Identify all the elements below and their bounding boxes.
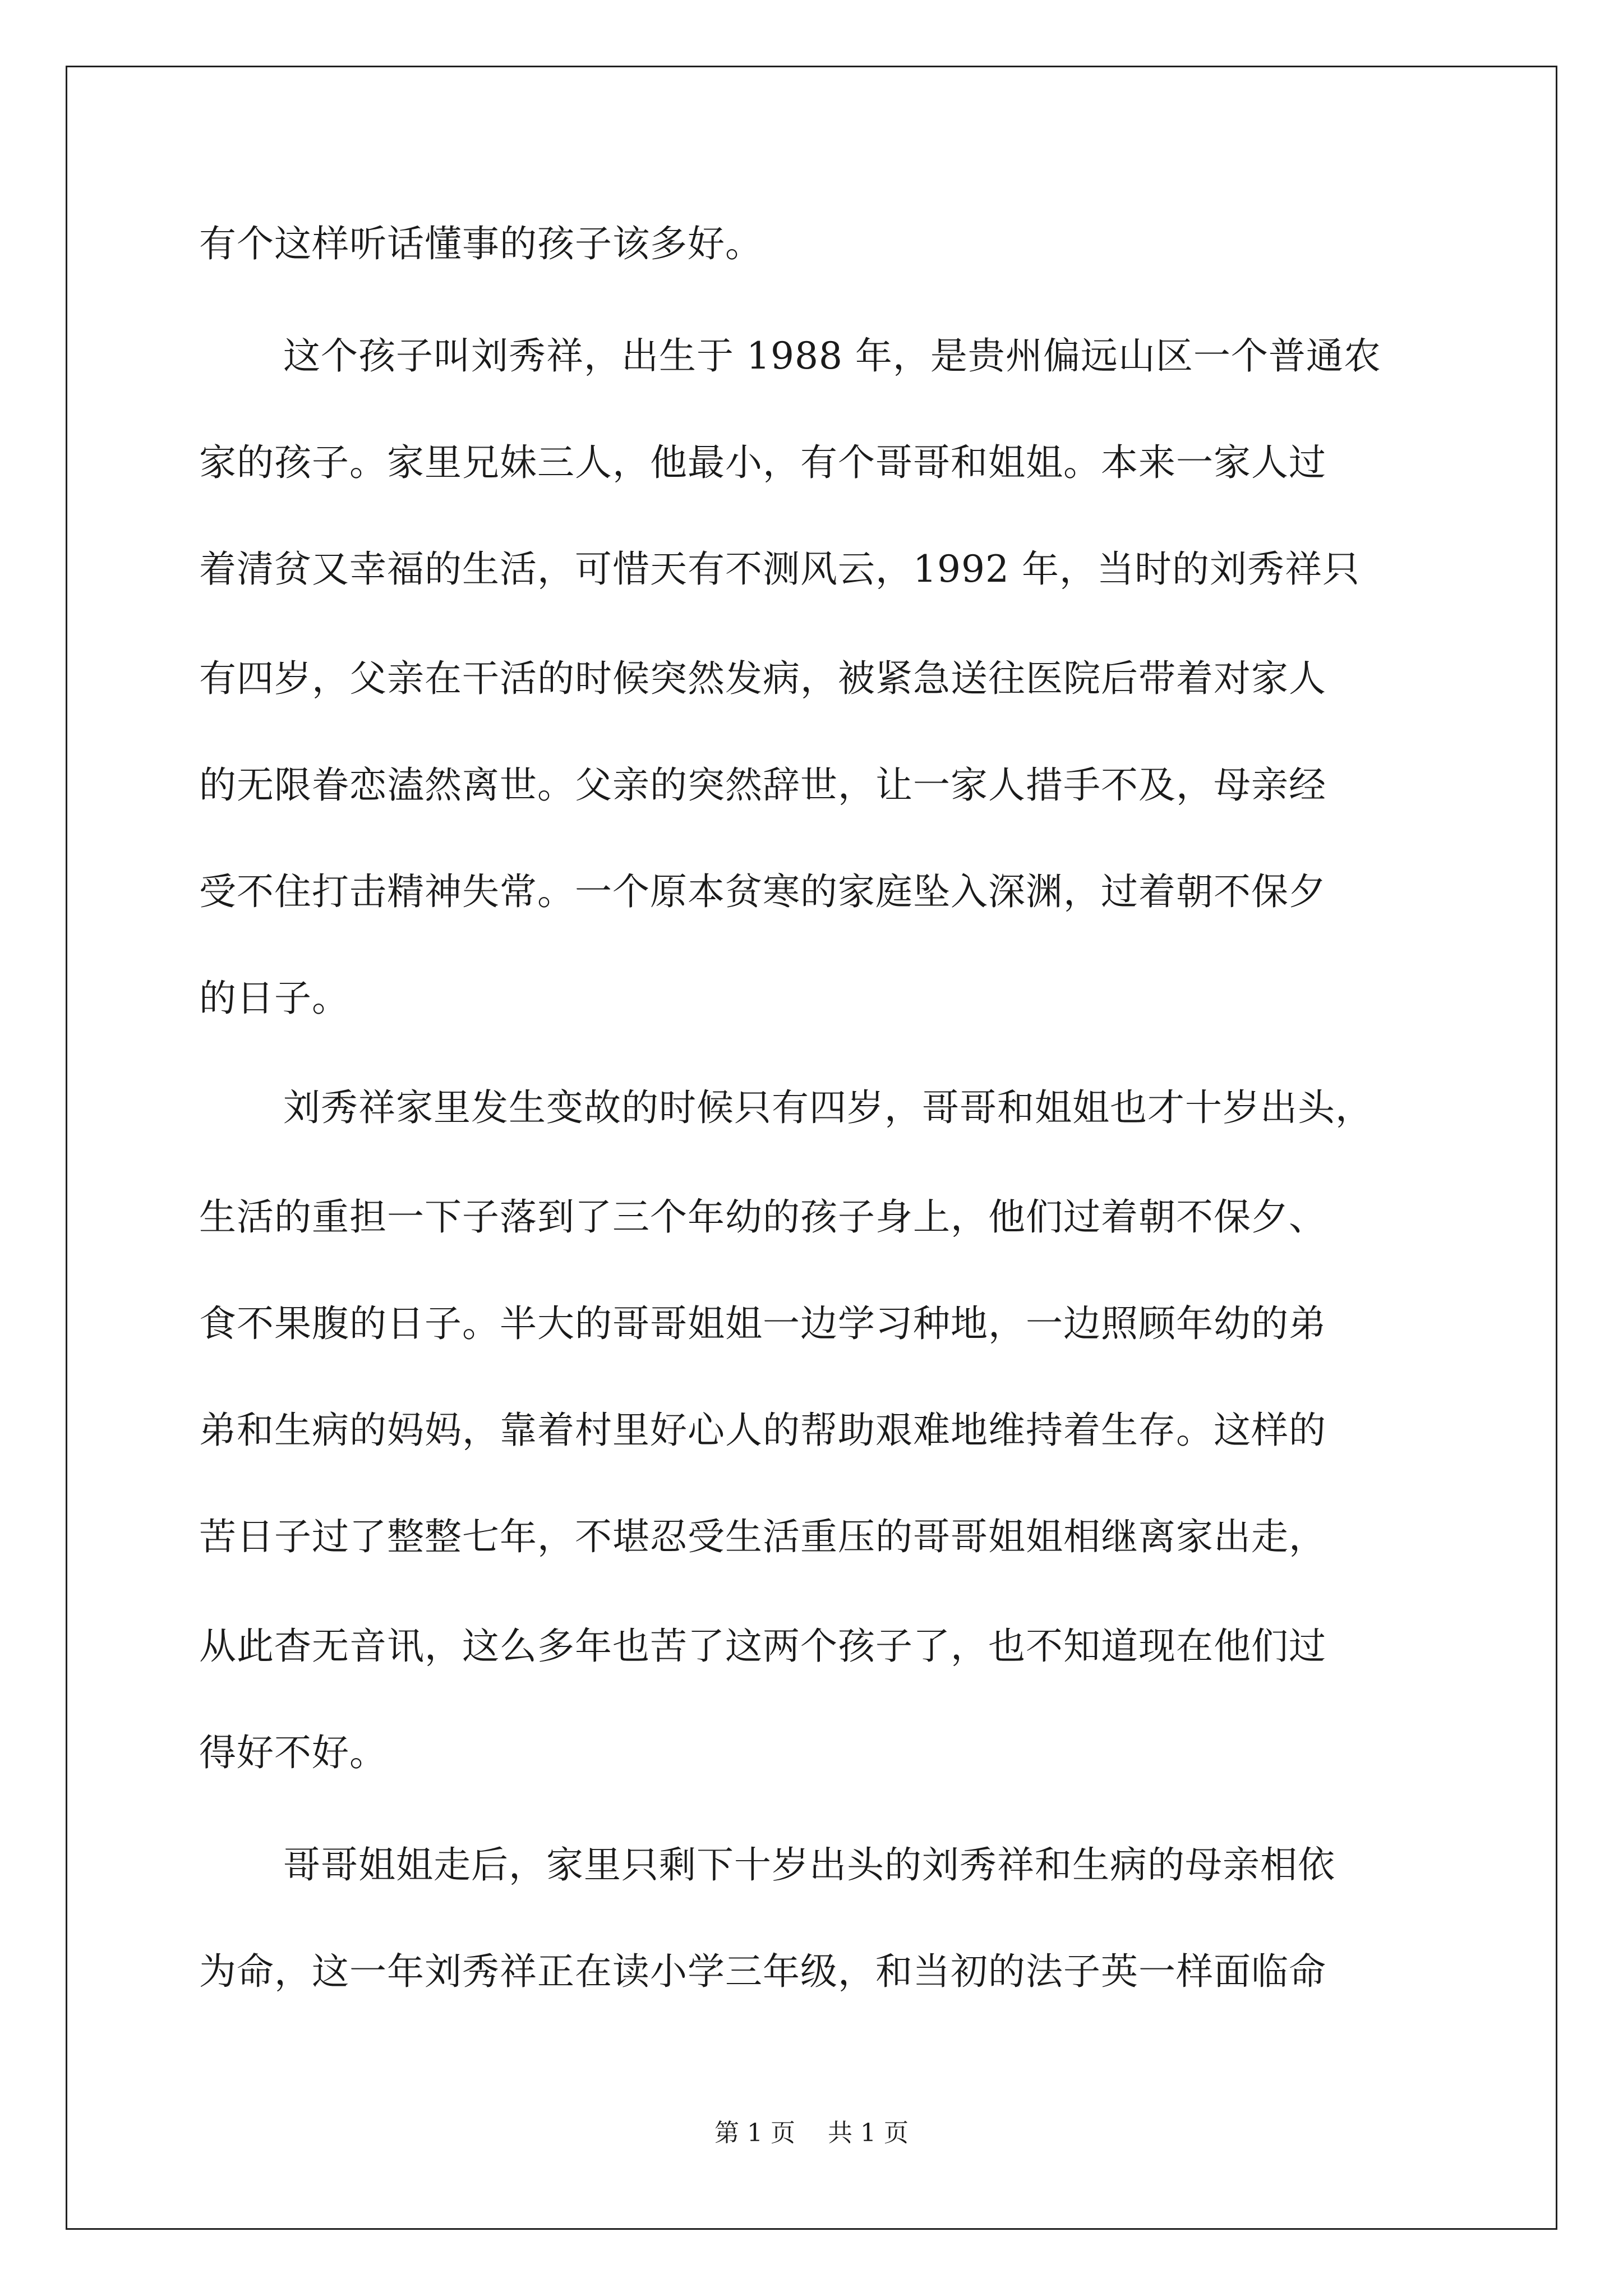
page-border	[66, 66, 1557, 2230]
text-line: 家的孩子。家里兄妹三人，他最小，有个哥哥和姐姐。本来一家人过	[199, 441, 1326, 484]
text-line: 的无限眷恋溘然离世。父亲的突然辞世，让一家人措手不及，母亲经	[199, 763, 1326, 807]
text-line: 的日子。	[199, 977, 349, 1020]
text-line: 哥哥姐姐走后，家里只剩下十岁出头的刘秀祥和生病的母亲相依	[283, 1843, 1335, 1887]
page-number-footer: 第 1 页 共 1 页	[714, 2119, 909, 2147]
text-line: 得好不好。	[199, 1731, 387, 1774]
text-line: 有个这样听话懂事的孩子该多好。	[199, 222, 763, 265]
text-line: 有四岁，父亲在干活的时候突然发病，被紧急送往医院后带着对家人	[199, 657, 1326, 700]
text-line: 生活的重担一下子落到了三个年幼的孩子身上，他们过着朝不保夕、	[199, 1195, 1326, 1239]
text-line: 从此杳无音讯，这么多年也苦了这两个孩子了，也不知道现在他们过	[199, 1625, 1326, 1668]
text-line: 着清贫又幸福的生活，可惜天有不测风云，1992 年，当时的刘秀祥只	[199, 547, 1360, 591]
text-line: 这个孩子叫刘秀祥，出生于 1988 年，是贵州偏远山区一个普通农	[283, 334, 1381, 378]
text-line: 弟和生病的妈妈，靠着村里好心人的帮助艰难地维持着生存。这样的	[199, 1409, 1326, 1452]
text-line: 刘秀祥家里发生变故的时候只有四岁，哥哥和姐姐也才十岁出头，	[283, 1086, 1373, 1129]
text-line: 苦日子过了整整七年，不堪忍受生活重压的哥哥姐姐相继离家出走，	[199, 1515, 1326, 1558]
text-line: 为命，这一年刘秀祥正在读小学三年级，和当初的法子英一样面临命	[199, 1950, 1326, 1993]
text-line: 受不住打击精神失常。一个原本贫寒的家庭坠入深渊，过着朝不保夕	[199, 870, 1326, 913]
text-line: 食不果腹的日子。半大的哥哥姐姐一边学习种地，一边照顾年幼的弟	[199, 1302, 1326, 1345]
